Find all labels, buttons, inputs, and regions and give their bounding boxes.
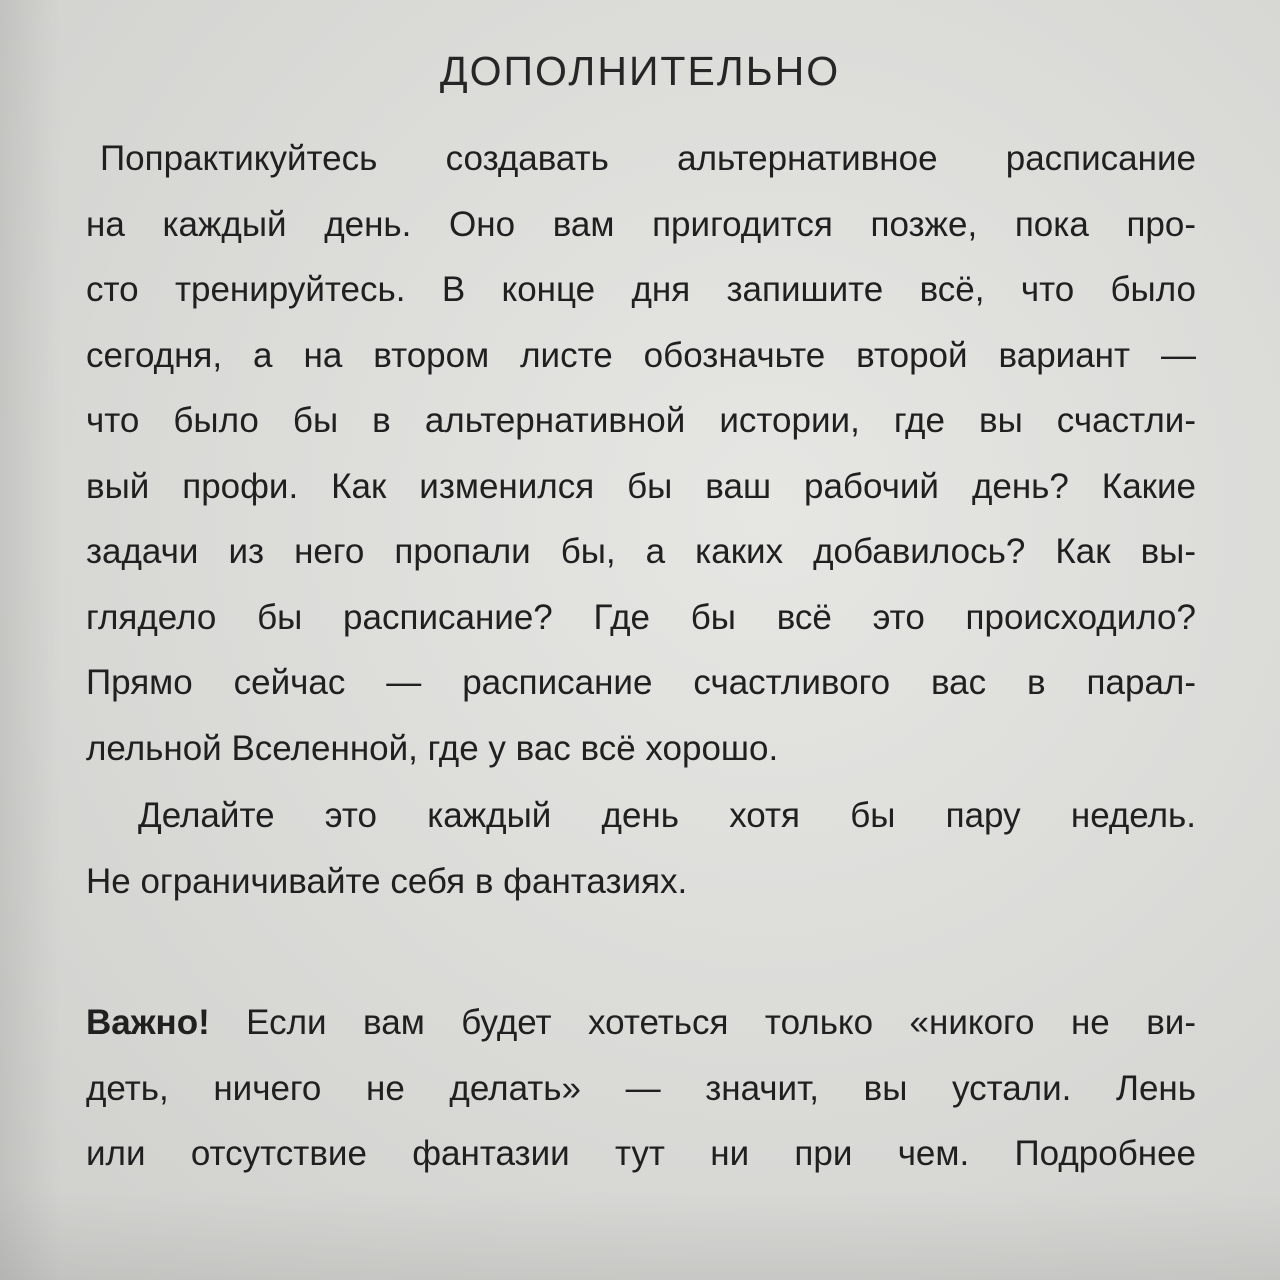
page-bottom-shadow: [0, 1190, 1280, 1280]
text-line: задачи из него пропали бы, а каких добавилось? Как вы-: [86, 532, 1196, 571]
text-line: что было бы в альтернативной истории, где вы счастли-: [86, 401, 1196, 440]
text-line: лельной Вселенной, где у вас всё хорошо.: [86, 728, 779, 768]
note-text: Если вам будет хотеться только «никого не ви-: [209, 1003, 1196, 1042]
text-line: Не ограничивайте себя в фантазиях.: [86, 861, 688, 901]
text-line: вый профи. Как изменился бы ваш рабочий день? Какие: [86, 466, 1196, 506]
text-line: на каждый день. Оно вам пригодится позже, пока про-: [86, 204, 1196, 244]
note-first-line: [86, 990, 1196, 1056]
important-note: [86, 990, 1196, 1187]
exercise-paragraph: [86, 126, 1196, 781]
text-line: или отсутствие фантазии тут ни при чем. Подробнее: [86, 1134, 1196, 1173]
text-line: Попрактикуйтесь создавать альтернативное расписание: [100, 139, 1196, 178]
section-heading: ДОПОЛНИТЕЛЬНО: [439, 48, 841, 94]
text-line: Делайте это каждый день хотя бы пару недель.: [138, 796, 1196, 835]
text-line: сто тренируйтесь. В конце дня запишите всё, что было: [86, 270, 1196, 309]
instruction-paragraph: [86, 783, 1196, 914]
text-line: глядело бы расписание? Где бы всё это происходило?: [86, 597, 1196, 637]
text-line: сегодня, а на втором листе обозначьте второй вариант —: [86, 335, 1196, 375]
important-label: Важно!: [86, 1003, 210, 1042]
text-line: Прямо сейчас — расписание счастливого вас в парал-: [86, 663, 1196, 702]
text-line: деть, ничего не делать» — значит, вы устали. Лень: [86, 1068, 1196, 1108]
page-gutter-shadow: [0, 0, 60, 1280]
